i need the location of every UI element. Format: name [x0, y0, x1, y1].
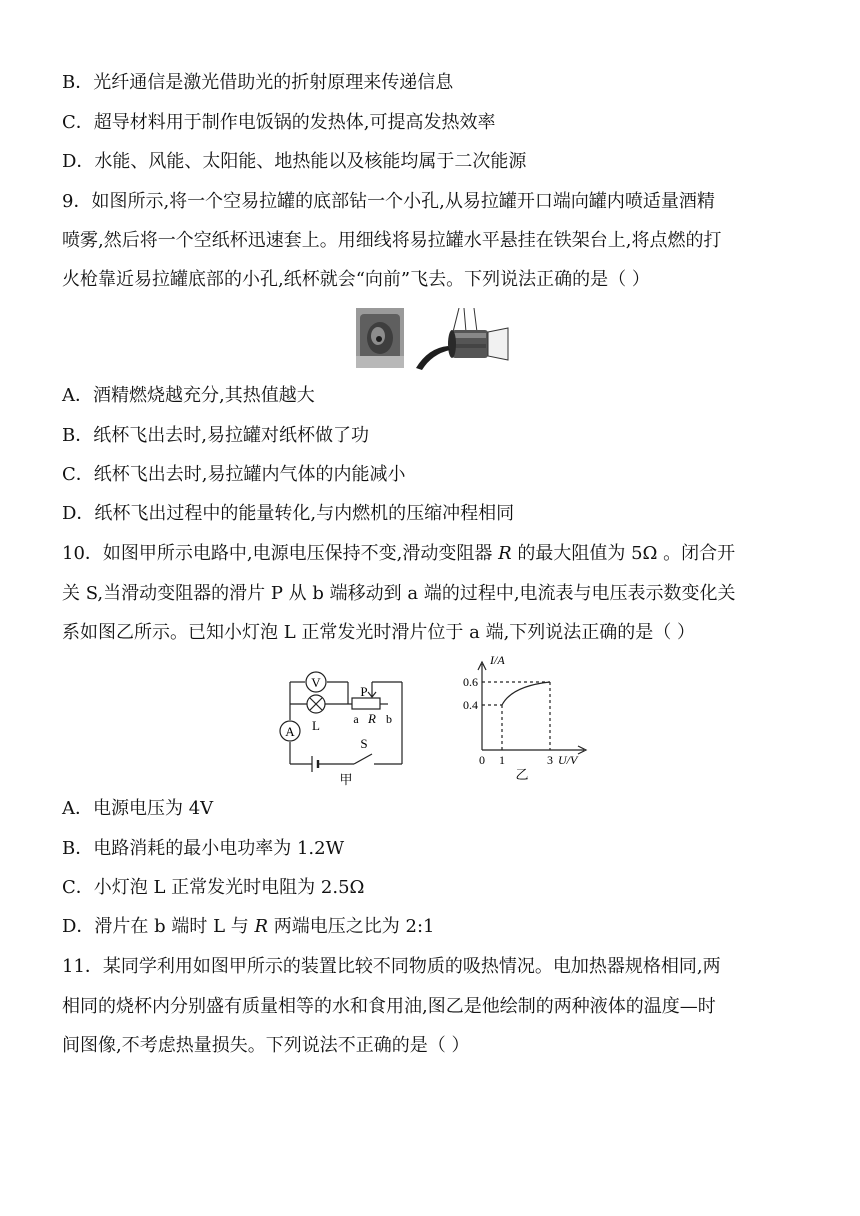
can-experiment-illustration: [356, 308, 516, 370]
q8-option-b: B．光纤通信是激光借助光的折射原理来传递信息: [62, 72, 454, 93]
circuit-caption: 甲: [339, 772, 353, 786]
q10-option-b: B．电路消耗的最小电功率为 1.2W: [62, 838, 345, 859]
resistor-symbol: R: [254, 916, 269, 937]
q11-stem-line-1: 11．某同学利用如图甲所示的装置比较不同物质的吸热情况。电加热器规格相同,两: [62, 956, 721, 977]
voltmeter-label: V: [311, 675, 321, 690]
end-b-label: b: [386, 712, 392, 726]
x-tick-3: 3: [547, 753, 553, 767]
y-tick-0-6: 0.6: [463, 675, 478, 689]
circuit-svg: [276, 668, 416, 786]
resistor-symbol: R: [498, 543, 512, 564]
q10-stem-line-2: 关 S,当滑动变阻器的滑片 P 从 b 端移动到 a 端的过程中,电流表与电压表示数变化关: [62, 583, 736, 604]
q9-figure: [356, 308, 516, 374]
q10-stem-line-1: 10．如图甲所示电路中,电源电压保持不变,滑动变阻器 R 的最大阻值为 5Ω 。闭合开: [62, 543, 736, 564]
switch-label: S: [360, 736, 368, 751]
lamp-label: L: [312, 718, 320, 733]
q9-stem-line-3: 火枪靠近易拉罐底部的小孔,纸杯就会“向前”飞去。下列说法正确的是（ ）: [62, 269, 650, 290]
q11-stem-line-2: 相同的烧杯内分别盛有质量相等的水和食用油,图乙是他绘制的两种液体的温度—时: [62, 996, 716, 1017]
q9-stem-line-1: 9．如图所示,将一个空易拉罐的底部钻一个小孔,从易拉罐开口端向罐内喷适量酒精: [62, 191, 715, 212]
ammeter-label: A: [285, 724, 295, 739]
q10-option-a: A．电源电压为 4V: [62, 798, 214, 819]
q10-iu-graph: [446, 652, 596, 791]
y-tick-0-4: 0.4: [463, 698, 478, 712]
q10-stem-line-3: 系如图乙所示。已知小灯泡 L 正常发光时滑片位于 a 端,下列说法正确的是（ ）: [62, 622, 696, 643]
q8-option-d: D．水能、风能、太阳能、地热能以及核能均属于二次能源: [62, 151, 527, 172]
q10-circuit-diagram: [276, 668, 416, 790]
q10-option-d: D．滑片在 b 端时 L 与 R 两端电压之比为 2:1: [62, 916, 435, 937]
q11-stem-line-3: 间图像,不考虑热量损失。下列说法不正确的是（ ）: [62, 1035, 470, 1056]
x-tick-1: 1: [499, 753, 505, 767]
origin-label: 0: [479, 753, 485, 767]
resistor-label: R: [368, 711, 376, 726]
end-a-label: a: [353, 712, 359, 726]
graph-caption: 乙: [515, 767, 529, 782]
y-axis-label: I/A: [490, 653, 505, 667]
q9-option-b: B．纸杯飞出去时,易拉罐对纸杯做了功: [62, 425, 369, 446]
q9-option-c: C．纸杯飞出去时,易拉罐内气体的内能减小: [62, 464, 406, 485]
q8-option-c: C．超导材料用于制作电饭锅的发热体,可提高发热效率: [62, 112, 496, 133]
graph-svg: [446, 652, 596, 787]
q9-stem-line-2: 喷雾,然后将一个空纸杯迅速套上。用细线将易拉罐水平悬挂在铁架台上,将点燃的打: [62, 230, 722, 251]
q10-option-c: C．小灯泡 L 正常发光时电阻为 2.5Ω: [62, 877, 365, 898]
slider-label: P: [360, 684, 368, 699]
q9-option-a: A．酒精燃烧越充分,其热值越大: [62, 385, 315, 406]
q9-option-d: D．纸杯飞出过程中的能量转化,与内燃机的压缩冲程相同: [62, 503, 515, 524]
x-axis-label: U/V: [558, 753, 578, 767]
